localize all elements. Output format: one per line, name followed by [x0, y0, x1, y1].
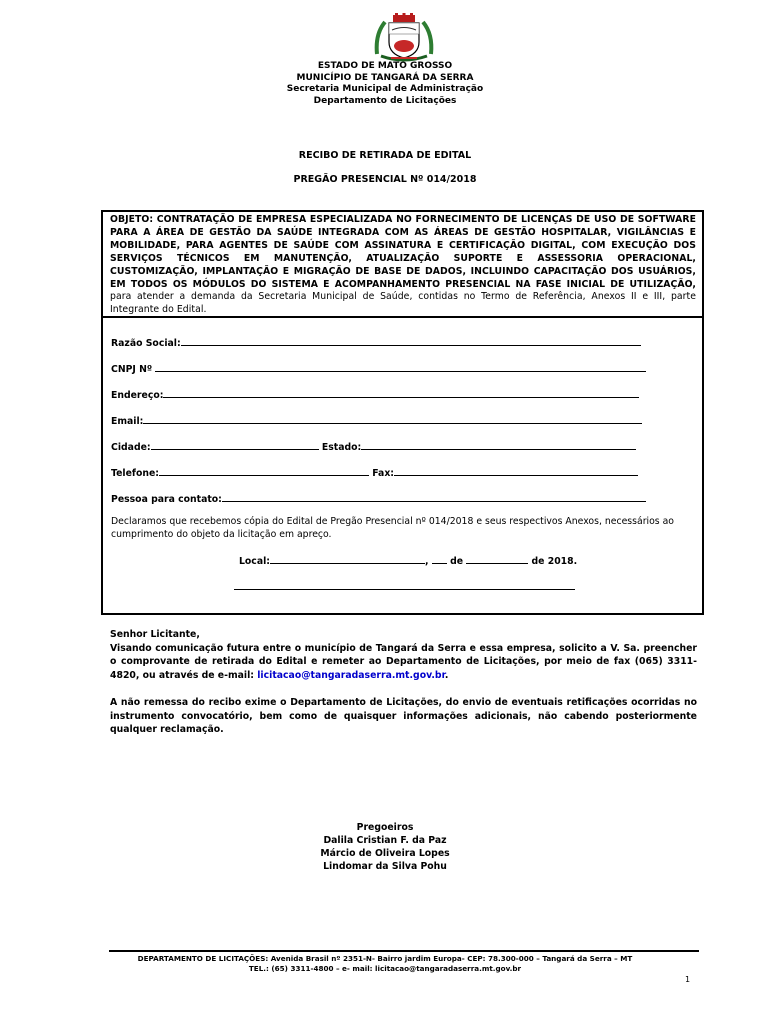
contato-field[interactable]: Pessoa para contato:: [111, 492, 646, 505]
header-department: Departamento de Licitações: [313, 95, 457, 106]
telefone-fax-row[interactable]: Telefone: Fax:: [111, 466, 638, 479]
document-subtitle: PREGÃO PRESENCIAL Nº 014/2018: [293, 174, 477, 185]
notice-paragraph-1: Visando comunicação futura entre o município de Tangará da Serra e essa empresa, solicito a V. Sa. preencher o comprovante de retirada do Edital e remeter ao Departamento de Licitações, por meio de fax (065) 3311-4820, ou através de e-mail: licitacao@tangaradaserra.mt.gov.br.: [110, 642, 697, 681]
receipt-form: [101, 318, 704, 615]
pregoeiros-title: Pregoeiros: [356, 822, 414, 833]
footer-address: DEPARTAMENTO DE LICITAÇÕES: Avenida Brasil nº 2351-N- Bairro jardim Europa- CEP: 78.300-000 – Tangará da Serra – MT: [137, 954, 633, 963]
pregoeiro-name: Márcio de Oliveira Lopes: [320, 848, 450, 859]
cnpj-field[interactable]: CNPJ Nº: [111, 362, 646, 375]
document-title: RECIBO DE RETIRADA DE EDITAL: [298, 150, 472, 161]
pregoeiro-name: Dalila Cristian F. da Paz: [323, 835, 447, 846]
header-secretariat: Secretaria Municipal de Administração: [286, 84, 484, 94]
objeto-box: [101, 210, 704, 318]
letterhead: [0, 61, 770, 107]
objeto-text: [110, 214, 696, 317]
notice-section: [110, 628, 697, 737]
local-date-line[interactable]: Local: , de de 2018.: [239, 556, 578, 567]
salutation: Senhor Licitante,: [110, 629, 200, 640]
contact-email-link[interactable]: licitacao@tangaradaserra.mt.gov.br: [257, 669, 445, 681]
header-municipality: MUNICÍPIO DE TANGARÁ DA SERRA: [296, 72, 474, 83]
objeto-bold: OBJETO: CONTRATAÇÃO DE EMPRESA ESPECIALIZADA NO FORNECIMENTO DE LICENÇAS DE USO DE SOFTWARE PARA A ÁREA DE GESTÃO DA SAÚDE INTEGRADA COM AS ÁREAS DE GESTÃO HOSPITALAR, VIGILÂNCIAS E MOBILIDADE, PARA AGENTES DE SAÚDE COM ASSINATURA E CERTIFICAÇÃO DIGITAL, COM EXECUÇÃO DOS SERVIÇOS TÉCNICOS EM MANUTENÇÃO, ATUALIZAÇÃO SUPORTE E ASSESSORIA OPERACIONAL, CUSTOMIZAÇÃO, IMPLANTAÇÃO E MIGRAÇÃO DE BASE DE DADOS, INCLUINDO CAPACITAÇÃO DOS USUÁRIOS, EM TODOS OS MÓDULOS DO SISTEMA E ACOMPANHAMENTO PRESENCIAL NA FASE INICIAL DE UTILIZAÇÃO,: [110, 214, 696, 290]
municipal-coat-of-arms: [371, 12, 437, 62]
page-number: 1: [685, 975, 691, 984]
footer-contact: TEL.: (65) 3311-4800 – e- mail: licitacao@tangaradaserra.mt.gov.br: [248, 964, 522, 973]
pregoeiro-name: Lindomar da Silva Pohu: [323, 861, 447, 872]
email-field[interactable]: Email:: [111, 414, 642, 427]
razao-social-field[interactable]: Razão Social:: [111, 336, 641, 349]
footer-divider: [109, 950, 699, 952]
pregoeiros-block: [0, 821, 770, 873]
header-state: ESTADO DE MATO GROSSO: [317, 61, 453, 71]
cidade-estado-row[interactable]: Cidade: Estado:: [111, 440, 636, 453]
footer: [0, 954, 770, 974]
endereco-field[interactable]: Endereço:: [111, 388, 639, 401]
declaration-text: Declaramos que recebemos cópia do Edital de Pregão Presencial nº 014/2018 e seus respectivos Anexos, necessários ao cumprimento do objeto da licitação em apreço.: [111, 516, 674, 540]
notice-paragraph-2: A não remessa do recibo exime o Departamento de Licitações, do envio de eventuais retificações ocorridas no instrumento convocatório, bem como de quaisquer informações adicionais, não cabendo posteriormente qualquer reclamação.: [110, 697, 697, 735]
signature-line[interactable]: [234, 589, 575, 590]
objeto-normal: para atender a demanda da Secretaria Municipal de Saúde, contidas no Termo de Referência, Anexos II e III, parte Integrante do Edital.: [110, 291, 696, 316]
